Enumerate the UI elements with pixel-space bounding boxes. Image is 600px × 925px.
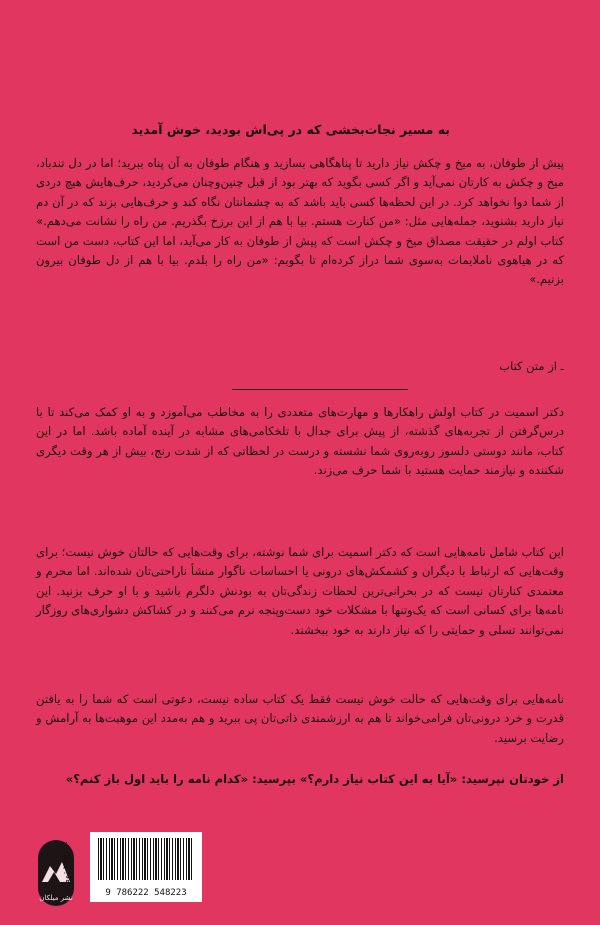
section-divider bbox=[232, 389, 408, 390]
excerpt-attribution: ـ از متن کتاب bbox=[499, 359, 564, 373]
description-paragraph-3: نامه‌هایی برای وقت‌هایی که حالت خوش نیست فقط یک کتاب ساده نیست، دعوتی است که شما را به یافتن قدرت و خرد درونی‌تان فرامی‌خواند تا هم به ارزشمندی ذاتی‌تان پی ببرید و هم به‌مدد این موهبت‌ها به آرامش و رضایت برسید. bbox=[36, 692, 564, 745]
isbn-barcode bbox=[90, 832, 202, 902]
description-paragraph-2: این کتاب شامل نامه‌هایی است که دکتر اسمیت برای شما نوشته، برای وقت‌هایی که حالتان خوش نیست؛ برای وقت‌هایی که ارتباط با دیگران و کشمکش‌های درونی یا احساسات ناگوار منشأ ناراحتی‌تان شده‌اند. اما محرم و معتمدی کنارتان نیست که در بحرانی‌ترین لحظات زندگی‌تان به بودنش دلگرم باشید و با او حرف بزنید. این نامه‌ها برای کسانی است که یک‌وتنها با مشکلات خود دست‌وپنجه نرم می‌کنند و در کشاکش دشواری‌های روزگار نمی‌توانند تسلی و حمایتی را که نیاز دارند به خود ببخشند. bbox=[36, 545, 564, 637]
description-paragraph-1: دکتر اسمیت در کتاب اولش راهکارها و مهارت‌های متعددی را به مخاطب می‌آموزد و به او کمک می‌کند تا با درس‌گرفتن از تجربه‌های گذشته، از پیش برای جدال با تلخکامی‌های مشابه در آینده آماده باشد. اما در این کتاب، مانند دوستی دلسوز روبه‌روی شما نشسته و درست در لحظاتی که از شدت رنج، بیش از هر وقت دیگری شکننده و نیازمند حمایت هستید با شما حرف می‌زند. bbox=[36, 405, 564, 478]
closing-question: از خودتان نپرسید: «آیا به این کتاب نیاز دارم؟» بپرسید: «کدام نامه را باید اول باز کنم؟» bbox=[65, 772, 564, 786]
price-label: ۲۴۵۰۰۰ تومان bbox=[62, 840, 72, 894]
book-excerpt: پیش از طوفان، به میخ و چکش نیاز دارید تا پناهگاهی بسازید و هنگام طوفان به آن پناه ببرید؛ اما در دل تندباد، میخ و چکش به کارتان نمی‌آید و اگر کسی بگوید که بهتر بود از قبل چنین‌وچنان می‌کردید، حرف‌هایش هیچ دردی از شما دوا نخواهد کرد. در این لحظه‌ها کسی باید باشد که به چشمانتان نگاه کند و حرف‌هایی بزند که در آن دم نیاز دارید بشنوید، جمله‌هایی مثل: «من کنارت هستم. بیا با هم از این برزخ بگذریم. من راه را نشانت می‌دهم.» کتاب اولم در حقیقت مصداق میخ و چکش است که پیش از طوفان به کار می‌آید، اما این کتاب، دست من است که در هیاهوی ناملایمات به‌سوی شما دراز کرده‌ام تا بگویم: «من راه را بلدم. بیا با هم از دل طوفان بیرون بزنیم.» bbox=[36, 156, 564, 287]
cover-footer bbox=[38, 832, 218, 907]
barcode-number: 9 786222 548223 bbox=[105, 888, 187, 898]
cover-heading: به مسیر نجات‌بخشی که در پی‌اش بودید، خوش آمدید bbox=[131, 122, 450, 137]
barcode-bars bbox=[98, 838, 194, 880]
publisher-name: نشر میلکان bbox=[39, 894, 73, 902]
